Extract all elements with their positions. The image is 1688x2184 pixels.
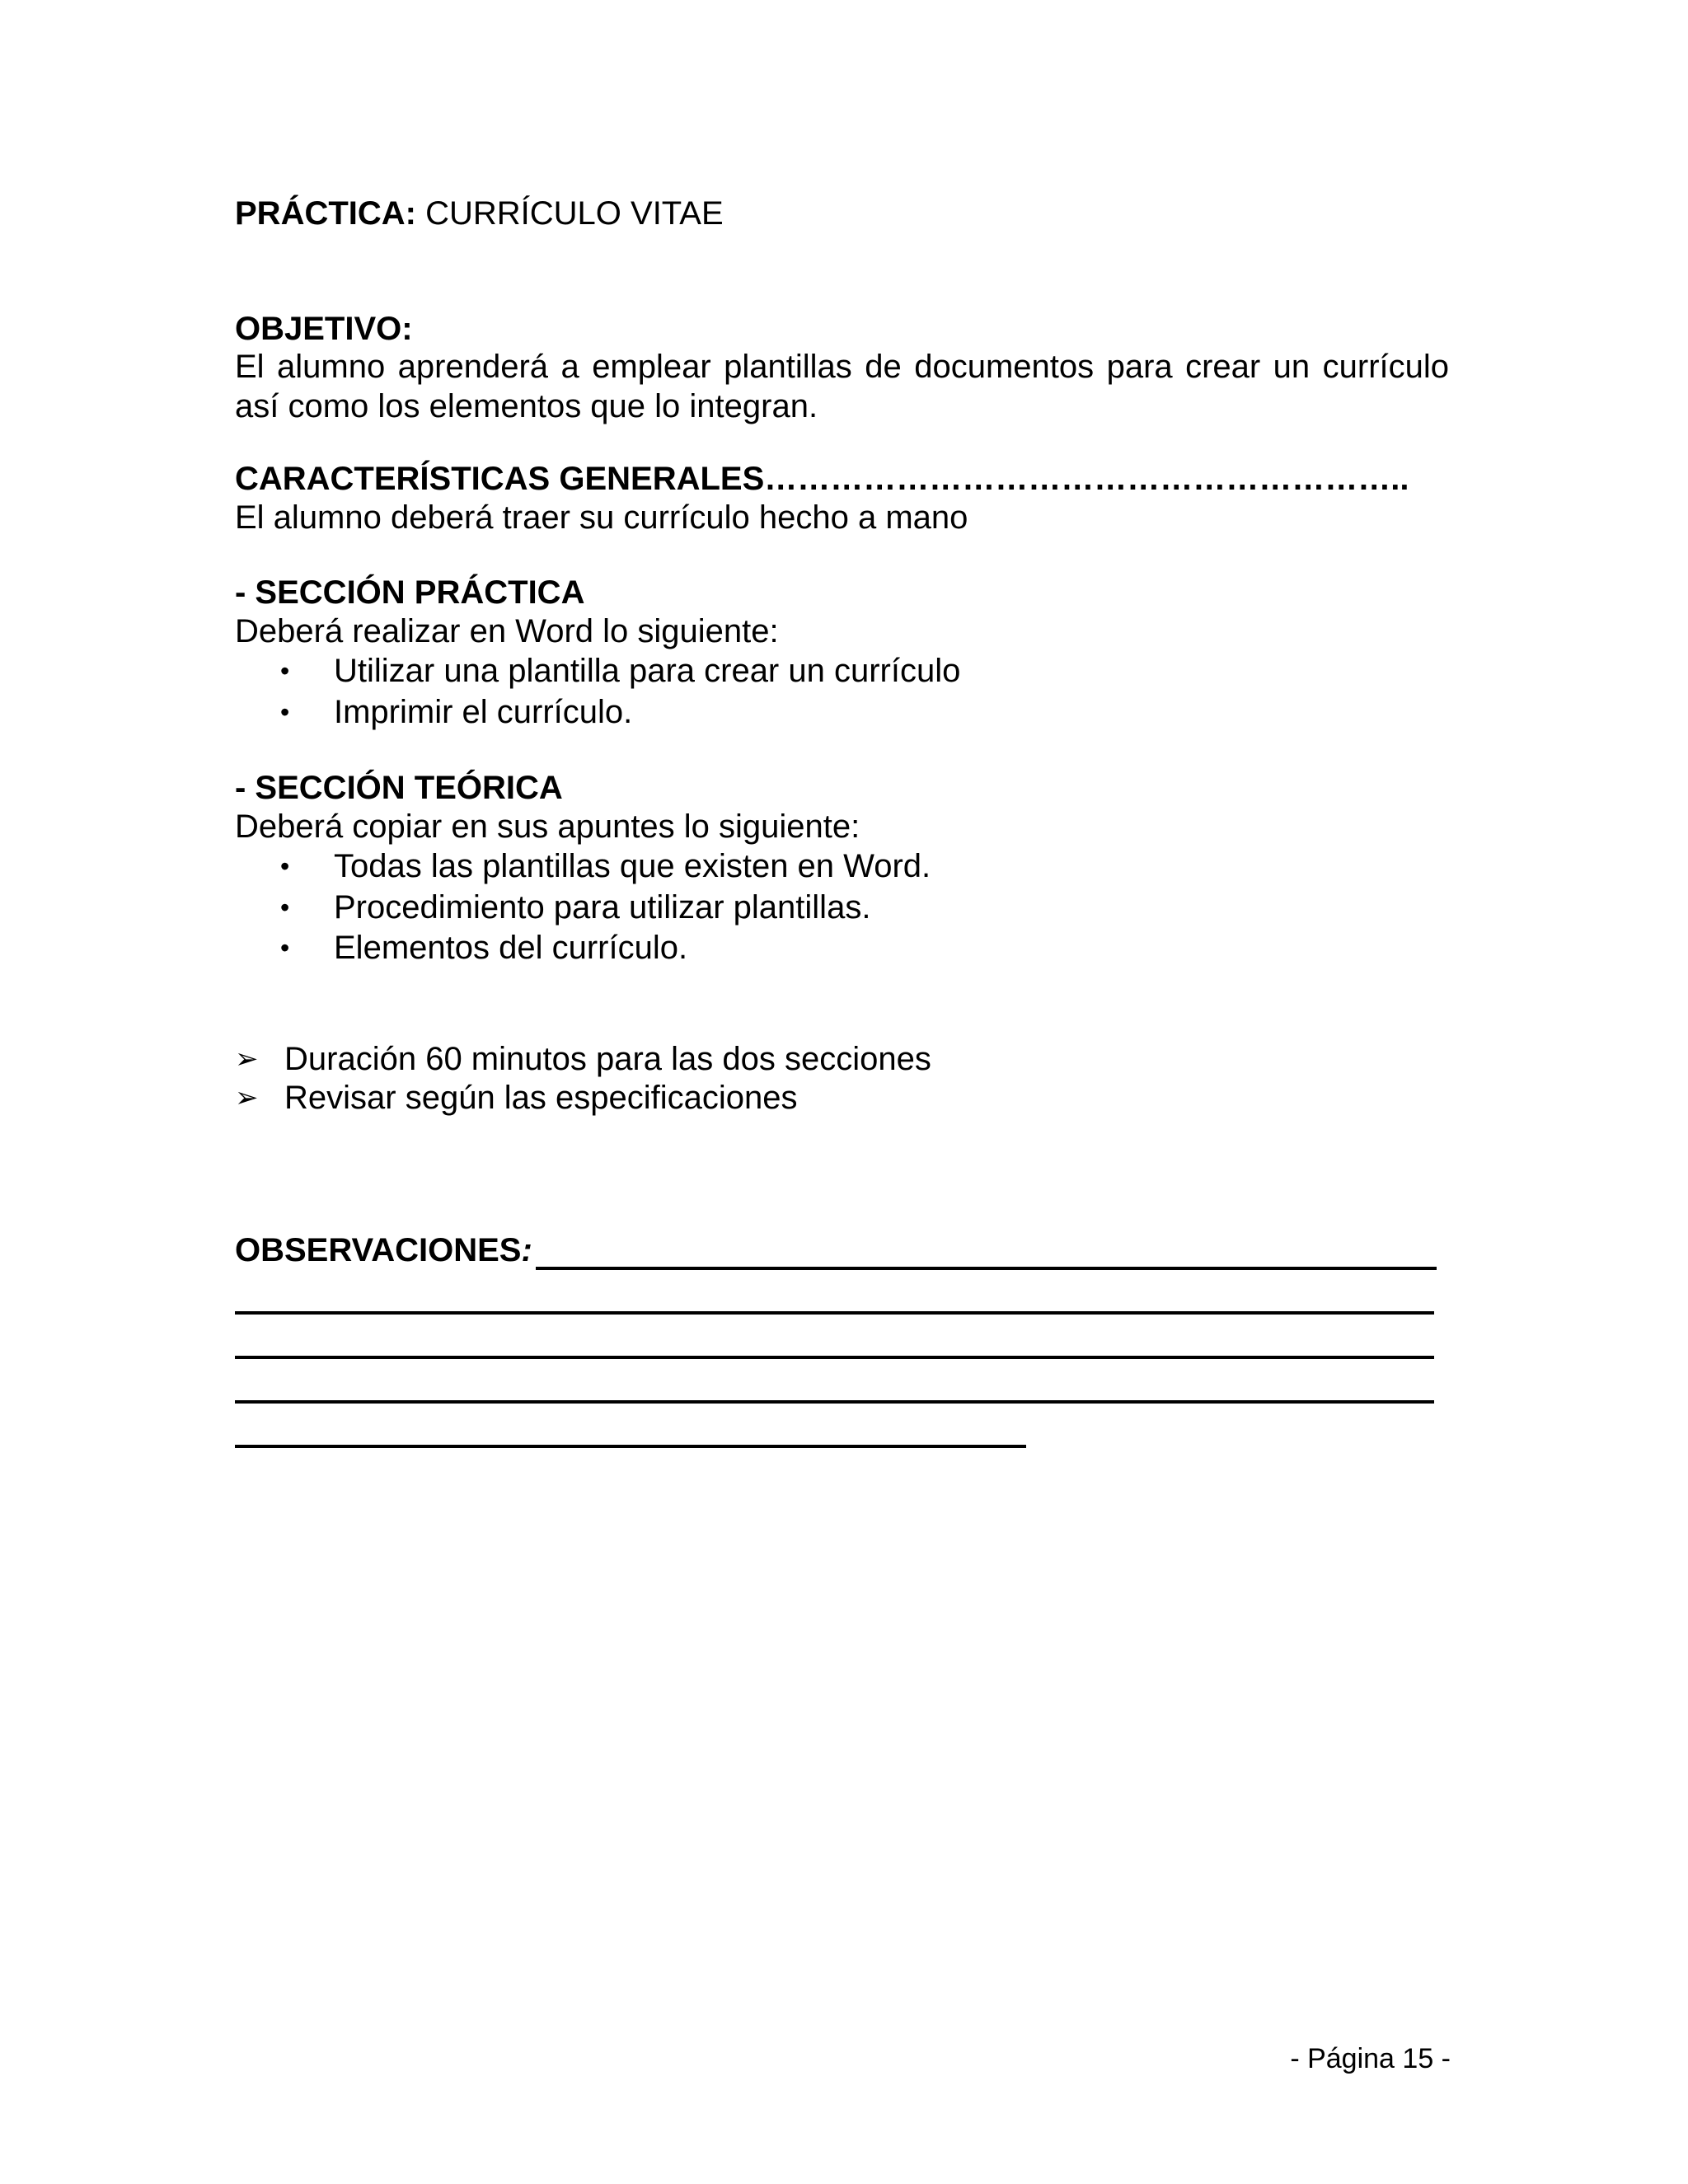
list-item <box>280 928 931 969</box>
theory-section-heading: - SECCIÓN TEÓRICA <box>235 770 563 806</box>
observations-line-2[interactable] <box>235 1311 1434 1315</box>
observations-line-5[interactable] <box>235 1445 1026 1448</box>
theory-section-list <box>280 846 931 969</box>
practice-title-line <box>235 194 724 233</box>
list-item-text: Utilizar una plantilla para crear un currículo <box>334 653 961 689</box>
bullet-icon: • <box>280 892 290 922</box>
list-item <box>280 692 960 733</box>
list-item-text: Procedimiento para utilizar plantillas. <box>334 888 871 926</box>
observations-line-1[interactable] <box>536 1267 1437 1270</box>
arrow-bullet-icon: ➢ <box>235 1043 259 1075</box>
page-number: - Página 15 - <box>1290 2043 1451 2074</box>
list-item-text: Todas las plantillas que existen en Word. <box>334 848 931 884</box>
list-item <box>235 1079 931 1118</box>
list-item-text: Elementos del currículo. <box>334 930 688 966</box>
general-body: El alumno deberá traer su currículo hecho a mano <box>235 499 968 536</box>
bullet-icon: • <box>280 696 290 727</box>
practical-section-intro: Deberá realizar en Word lo siguiente: <box>235 613 779 649</box>
note-text: Revisar según las especificaciones <box>284 1080 798 1116</box>
bullet-icon: • <box>280 851 290 881</box>
arrow-bullet-icon: ➢ <box>235 1082 259 1113</box>
notes-list <box>235 1040 931 1118</box>
observations-label-line <box>235 1230 532 1270</box>
bullet-icon: • <box>280 656 290 686</box>
list-item-text: Imprimir el currículo. <box>334 693 633 730</box>
observations-line-3[interactable] <box>235 1356 1434 1359</box>
theory-section-intro: Deberá copiar en sus apuntes lo siguiente: <box>235 808 860 845</box>
objective-body: El alumno aprenderá a emplear plantillas de documentos para crear un currículo así como los elementos que lo integran. <box>235 349 1449 424</box>
observations-line-4[interactable] <box>235 1400 1434 1404</box>
observations-label: OBSERVACIONES <box>235 1232 522 1268</box>
list-item <box>235 1040 931 1079</box>
objective-heading: OBJETIVO: <box>235 311 413 347</box>
bullet-icon: • <box>280 933 290 963</box>
note-text: Duración 60 minutos para las dos secciones <box>284 1041 931 1077</box>
list-item <box>280 888 931 929</box>
list-item <box>280 651 960 692</box>
observations-colon: : <box>521 1232 532 1268</box>
general-heading: CARACTERÍSTICAS GENERALES………………………………………………….. <box>235 461 1409 497</box>
practical-section-heading: - SECCIÓN PRÁCTICA <box>235 574 585 611</box>
practical-section-list <box>280 651 960 733</box>
practice-label: PRÁCTICA: <box>235 195 416 232</box>
list-item <box>280 846 931 888</box>
practice-title: CURRÍCULO VITAE <box>425 195 724 232</box>
